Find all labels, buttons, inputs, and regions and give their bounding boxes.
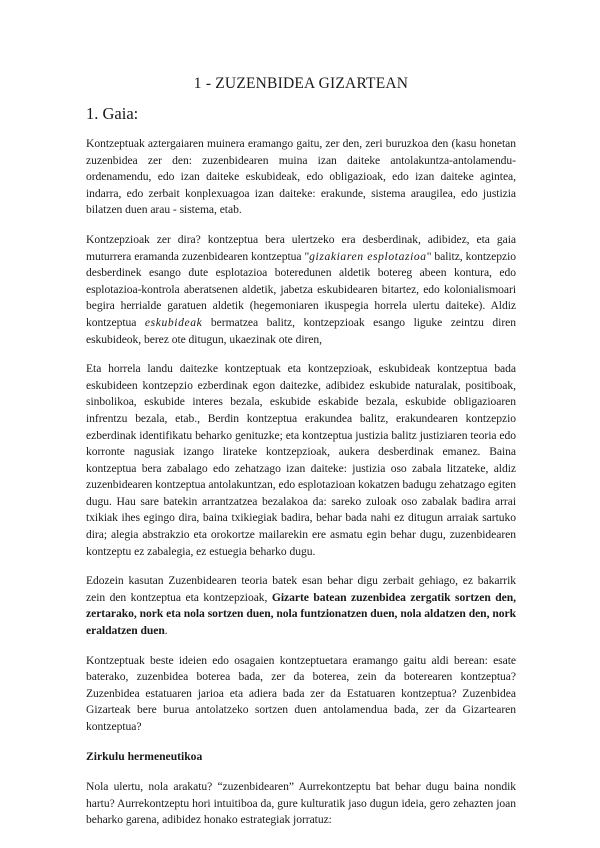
paragraph-related-concepts: Kontzeptuak beste ideien edo osagaien kontzeptuetara eramango gaitu aldi berean: esate baterako, zuzenbidea boterea bada, zer da boterea, zein da boterearen kontzeptua? Zuzenbidea estatuaren jarioa eta adiera bada zer da Estatuaren kontzeptua? Zuzenbidea Gizarteak bere burua antolatzeko sortzen duen antolamendua bada, zer da Gizartearen kontzeptua? — [86, 653, 516, 733]
paragraph-hermeneutic: Nola ulertu, nola arakatu? “zuzenbidearen” Aurrekontzeptu bat behar dugu baina nondik hartu? Aurrekontzeptu hori intuitiboa da, gure kulturatik jaso dugun ideia, gero zehazten joan beharko garena, adibidez honako estrategiak jorratuz: — [86, 780, 516, 827]
paragraph-concept: Kontzeptuak aztergaiaren muinera eramango gaitu, zer den, zeri buruzkoa den (kasu honetan zuzenbidea zer den: zuzenbidearen muina izan daiteke antolakuntza-antolamendu-ordenamendu, edo izan daiteke eskubideak, edo obligazioak, edo izan daiteke agintea, indarra, edo zerbait konplexuagoa izan daiteke: erakunde, sistema araugilea, edo justizia bilatzen duen arau - sistema, etab. — [86, 137, 516, 217]
paragraph-text: Kontzepzioak zer dira? kontzeptua bera ulertzeko era desberdinak, adibidez, eta gaia muturrera eramanda zuzenbidearen kontzeptua " — [86, 232, 516, 263]
emphasized-term: gizakiaren esplotazioa — [309, 249, 427, 263]
emphasized-term: eskubideak — [144, 315, 203, 329]
paragraph-theory — [86, 573, 516, 639]
section-heading: 1. Gaia: — [86, 104, 139, 123]
paragraph-rights: Eta horrela landu daitezke kontzeptuak eta kontzepzioak, eskubideak kontzeptua bada eskubideen kontzepzio ezberdinak egon daitezke, adibidez eskubide naturalak, positiboak, sinbolikoa, eskubide interes bezala, eskubide eskabide bezala, eskubide obligazioaren infrentzu bezala, etab., Berdin kontzeptua erakundea balitz, erakundearen kontzepzio ezberdinak identifikatu beharko genituzke; eta kontzeptua justizia balitz justiziaren teoria edo korronte nagusiak izango lirateke kontzepzioak, aukera desberdinak emanez. Baina kontzeptua bera zabalago edo zehatzago izan daiteke: justizia oso zabala litzateke, aldiz zuzenbidearen kontzeptua antolakuntzan, edo esplotazioan kokatzen badugu zehatzago egiten dugu. Hau sare batekin arrantzatzea bezalakoa da: sareko zuloak oso zabalak badira arrai txikiak ihes egingo dira, baina txikiegiak badira, behar bada nahi ez ditugun arraiak sartuko dira; alegia abstrakzio eta orokortze mailarekin ere asmatu egin behar dugu, zuzenbidearen kontzeptu ez zabalegia, ez estuegia beharko dugu. — [86, 362, 516, 558]
subsection-heading: Zirkulu hermeneutikoa — [86, 749, 203, 763]
paragraph-text: " balitz, kontzepzio desberdinek esango dute esplotazioa boteredunen aldetik botereg abeen kontura, edo esplotazioa-kontrola aberatsenen aldetik, jabetza eskubidearen bitartez, edo kolonialismoari begira herrialde garatuen aldetik (hegemoniaren ikuspegia horrela ulertu daiteke). Aldiz kontzeptua — [86, 249, 516, 329]
paragraph-text: Edozein kasutan Zuzenbidearen teoria batek esan behar digu zerbait gehiago, ez bakarrik zein den kontzeptua eta kontzepzioak, — [86, 574, 516, 604]
paragraph-text: . — [164, 624, 168, 638]
bold-statement: Gizarte batean zuzenbidea zergatik sortzen den, zertarako, nork eta nola sortzen duen, nola funtzionatzen duen, nola aldatzen den, nork eraldatzen duen — [86, 590, 516, 638]
document-page — [86, 74, 516, 842]
paragraph-text: bermatzea balitz, kontzepzioak esango liguke zeintzu diren eskubideok, berez ote ditugun, ukaezinak ote diren, — [86, 315, 516, 346]
paragraph-conceptions — [86, 232, 516, 348]
page-title: 1 - ZUZENBIDEA GIZARTEAN — [193, 75, 409, 92]
